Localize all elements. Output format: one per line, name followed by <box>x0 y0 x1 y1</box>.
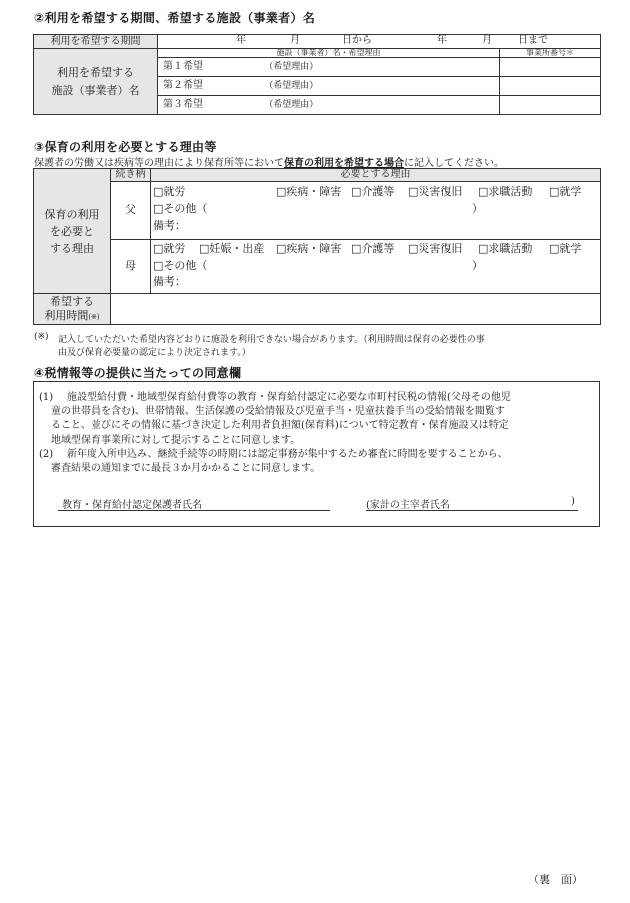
mother-option-illness[interactable]: □疾病・障害 <box>276 242 342 255</box>
reason-table <box>33 168 601 325</box>
choice-1-reason: （希望理由） <box>264 62 319 73</box>
section2-title: ②利用を希望する期間、希望する施設（事業者）名 <box>34 11 316 25</box>
father-option-work[interactable]: □就労 <box>153 185 186 198</box>
choice-3-reason: （希望理由） <box>264 100 319 111</box>
mother-option-pregnancy[interactable]: □妊娠・出産 <box>199 242 265 255</box>
mother-option-jobsearch[interactable]: □求職活動 <box>478 242 533 255</box>
reason-row-label: 保育の利用 を必要と する理由 <box>34 169 111 294</box>
choice-1-label: 第１希望 <box>163 61 203 73</box>
facility-table <box>33 34 601 115</box>
hours-field[interactable] <box>111 294 601 325</box>
section4-title: ④税情報等の提供に当たっての同意欄 <box>34 366 242 380</box>
period-label: 利用を希望する期間 <box>34 35 158 49</box>
father-option-disaster[interactable]: □災害復旧 <box>408 185 463 198</box>
period-year-1: 年 <box>236 35 246 46</box>
father-reason-cell <box>151 182 601 240</box>
householder-close: ) <box>571 496 575 507</box>
page-side-label: （裏 面） <box>528 873 583 886</box>
section3-title: ③保育の利用を必要とする理由等 <box>34 140 217 154</box>
signature-line[interactable] <box>58 510 330 511</box>
choice-1-office-number[interactable] <box>500 58 601 77</box>
col-relation: 続き柄 <box>111 169 151 182</box>
mother-note[interactable]: 備考： <box>153 275 186 288</box>
mother-option-disaster[interactable]: □災害復旧 <box>408 242 463 255</box>
mother-relation: 母 <box>111 240 151 294</box>
period-from: 日から <box>342 35 372 46</box>
choice-3-office-number[interactable] <box>500 96 601 115</box>
father-note[interactable]: 備考： <box>153 219 186 232</box>
facility-label: 利用を希望する 施設（事業者）名 <box>34 49 158 115</box>
mother-reason-cell <box>151 240 601 294</box>
item1-number: (1) <box>39 392 54 403</box>
item2-text: 新年度入所申込み、継続手続等の時期には認定事務が集中するため審査に時間を要することから、 審査結果の通知までに最長３か月かかることに同意します。 <box>51 449 508 475</box>
mother-option-work[interactable]: □就労 <box>153 242 186 255</box>
householder-line[interactable] <box>366 510 578 511</box>
period-month-1: 月 <box>290 35 300 46</box>
father-option-school[interactable]: □就学 <box>549 185 582 198</box>
choice-2-label: 第２希望 <box>163 80 203 92</box>
choice-1-field[interactable] <box>158 58 500 77</box>
consent-box <box>33 381 600 527</box>
father-relation: 父 <box>111 182 151 240</box>
choice-2-office-number[interactable] <box>500 77 601 96</box>
choice-2-field[interactable] <box>158 77 500 96</box>
section3-intro-emphasis: 保育の利用を希望する場合 <box>284 158 404 169</box>
period-field[interactable] <box>158 35 601 49</box>
householder-open: (家計の主宰者氏名 <box>366 500 450 511</box>
footnote-mark: (※) <box>34 332 49 342</box>
section3-intro: 保護者の労働又は疾病等の理由により保育所等において保育の利用を希望する場合に記入してください。 <box>34 158 504 169</box>
period-year-2: 年 <box>437 35 447 46</box>
choice-3-field[interactable] <box>158 96 500 115</box>
father-option-care[interactable]: □介護等 <box>351 185 395 198</box>
col-office-number: 事業所番号＊ <box>500 49 601 58</box>
choice-3-label: 第３希望 <box>163 99 203 111</box>
col-reason: 必要とする理由 <box>151 169 601 182</box>
period-month-2: 月 <box>482 35 492 46</box>
item2-number: (2) <box>39 449 54 460</box>
period-until: 日まで <box>518 35 548 46</box>
col-name-reason: 施設（事業者）名・希望理由 <box>158 49 500 58</box>
father-option-other[interactable]: □その他（ <box>153 202 208 215</box>
mother-option-care[interactable]: □介護等 <box>351 242 395 255</box>
mother-option-school[interactable]: □就学 <box>549 242 582 255</box>
hours-label: 希望する 利用時間(※) <box>34 294 111 325</box>
father-option-illness[interactable]: □疾病・障害 <box>276 185 342 198</box>
footnote-line-1: 記入していただいた希望内容どおりに施設を利用できない場合があります。（利用時間は保育の必要性の事 <box>58 335 485 345</box>
father-other-close: ） <box>472 202 483 215</box>
mother-other-close: ） <box>472 259 483 272</box>
choice-2-reason: （希望理由） <box>264 81 319 92</box>
item1-text: 施設型給付費・地域型保育給付費等の教育・保育給付認定に必要な市町村民税の情報(父母その他児 童の世帯員を含む)、世帯情報、生活保護の受給情報及び児童手当・児童扶養手当の受給情報を閲覧す ること、並びにその情報に基づき決定した利用者負担額(保育料)について特定教育・保育施設又は特定 地域型保育事業所に対して提示することに同意します。 <box>51 392 511 446</box>
footnote-line-2: 由及び保育必要量の認定により決定されます。） <box>58 348 251 358</box>
father-option-jobsearch[interactable]: □求職活動 <box>478 185 533 198</box>
mother-option-other[interactable]: □その他（ <box>153 259 208 272</box>
signature-label: 教育・保育給付認定保護者氏名 <box>62 500 202 511</box>
